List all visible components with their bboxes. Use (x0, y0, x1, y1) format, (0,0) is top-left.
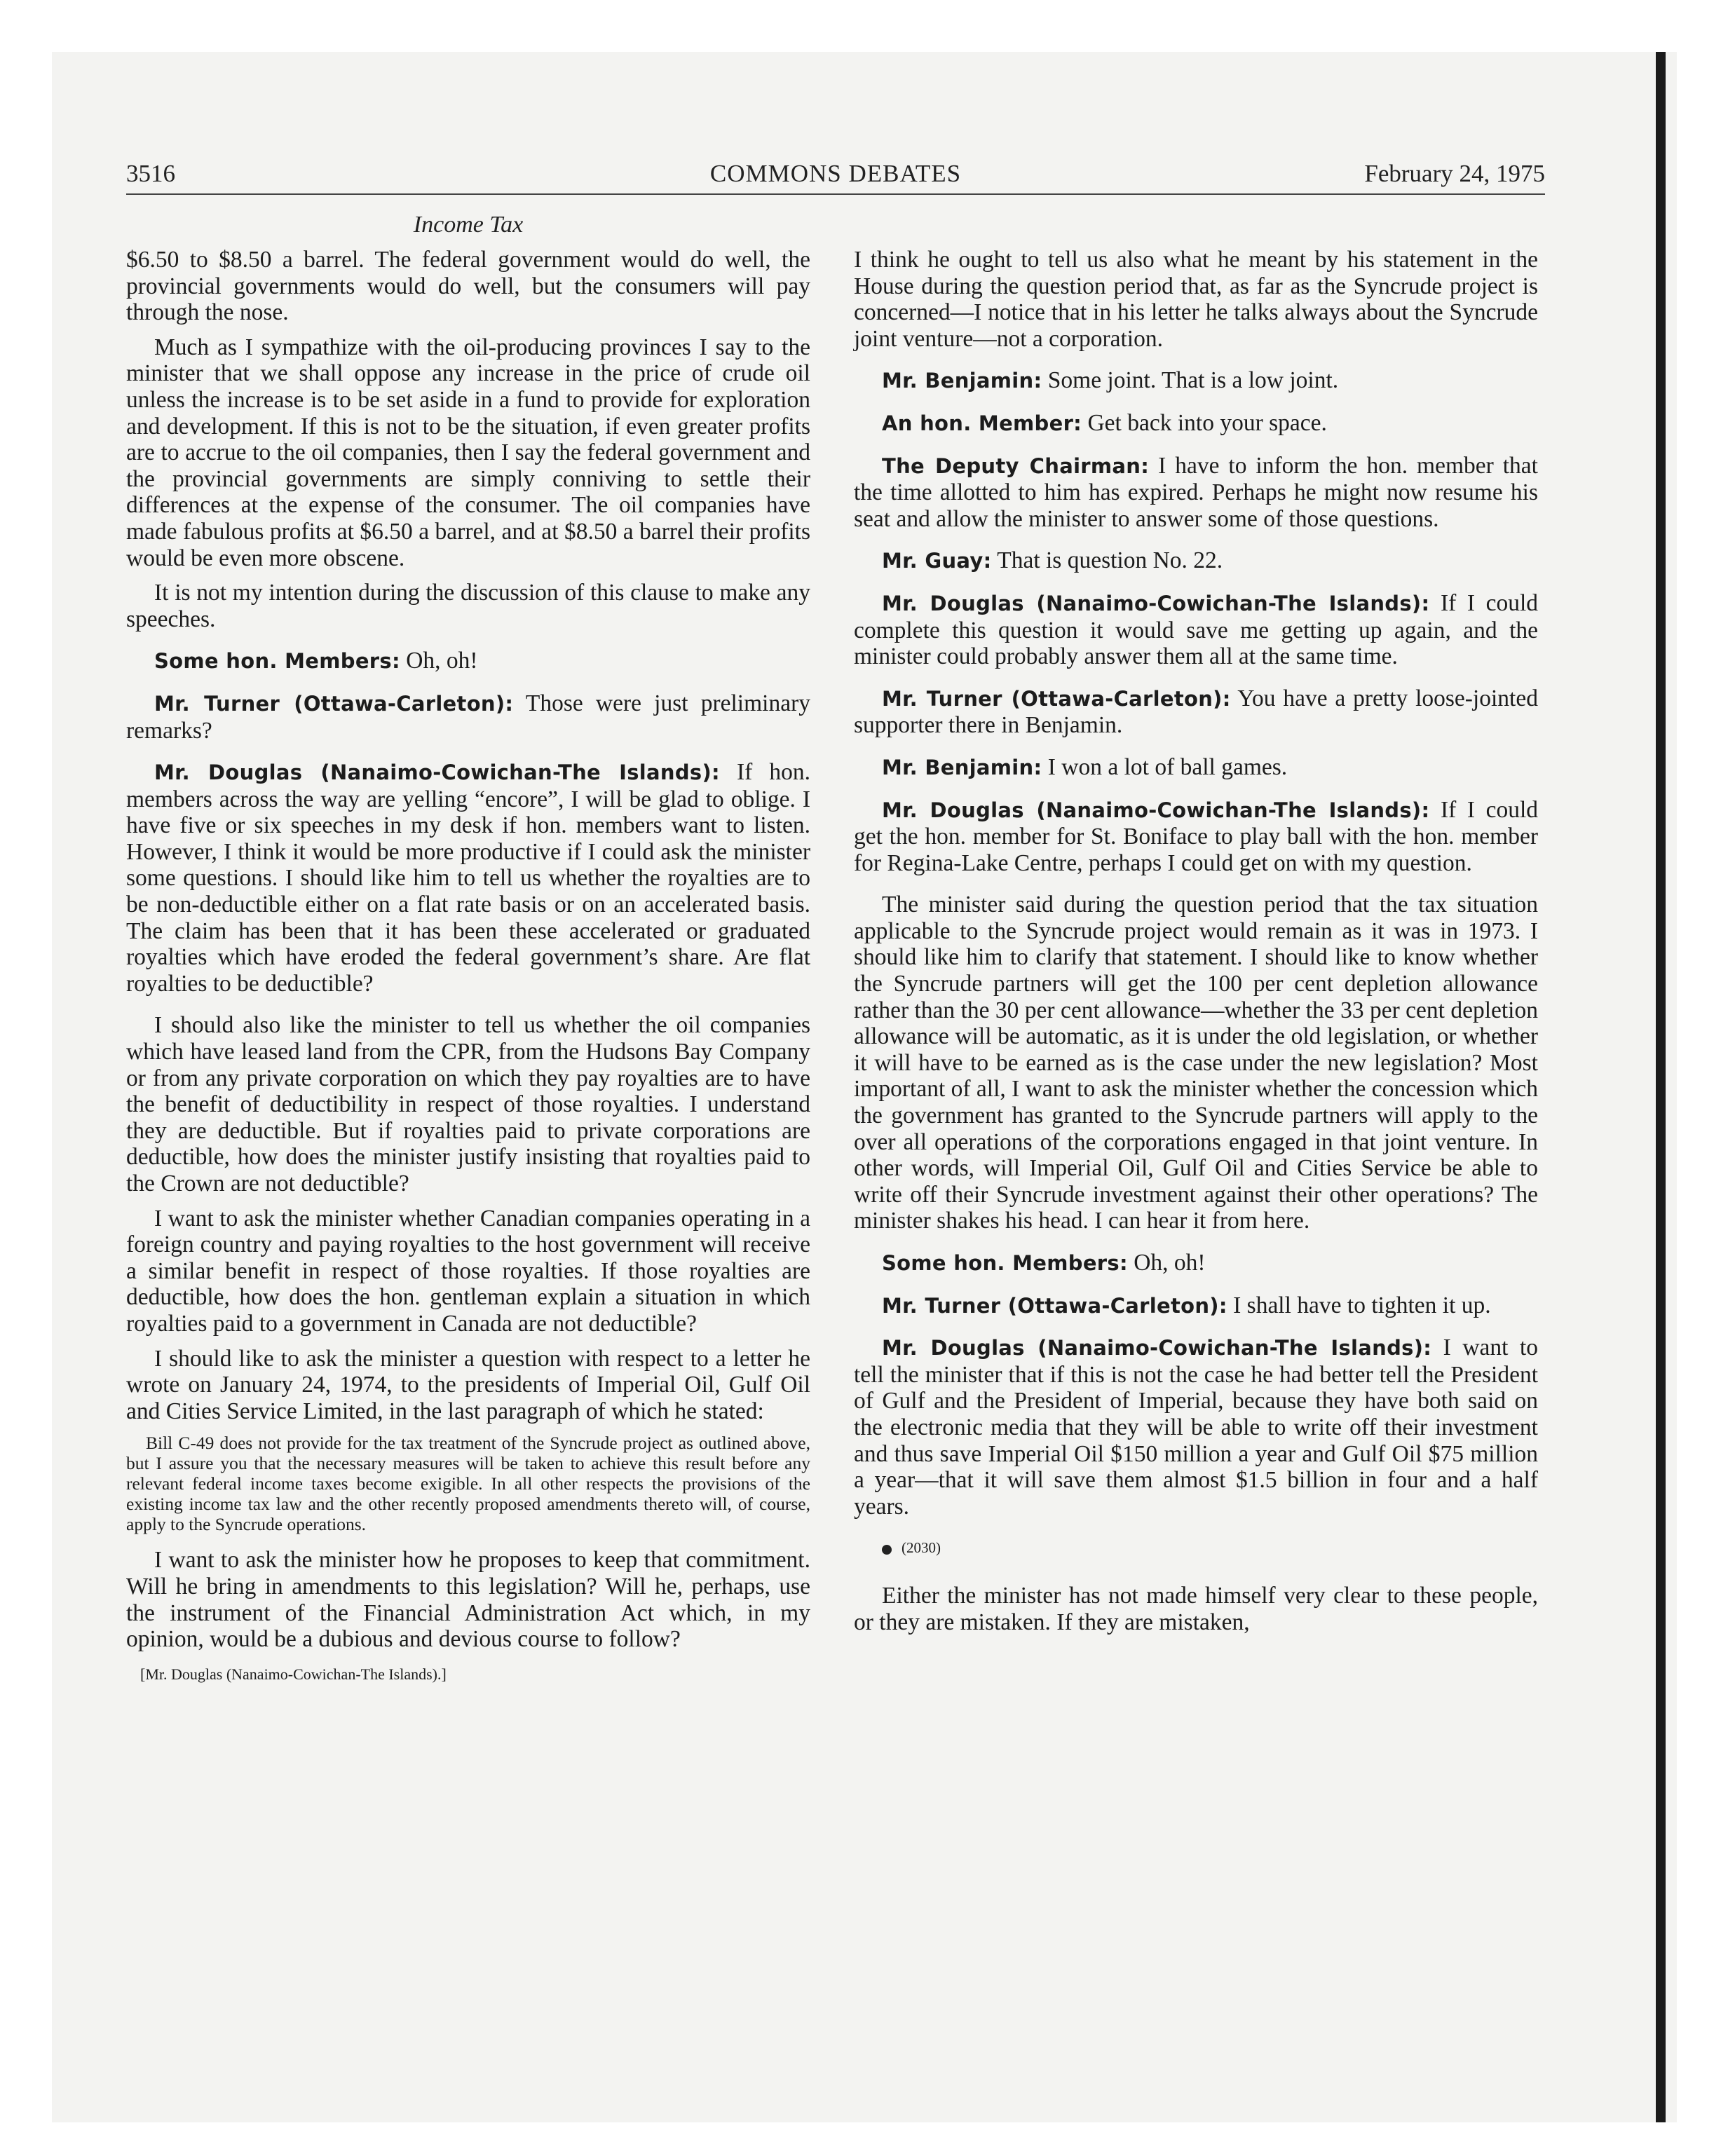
body-paragraph: The minister said during the question period that the tax situation applicable to the Syncrude project would remain as it was in 1973. I should like him to clarify that statement. I should like to know whether the Syncrude partners will get the 100 per cent depletion allowance rather than the 30 per cent allowance—whether the 33 per cent depletion allowance will be automatic, as it is under the old legislation, or whether it will have to be earned as is the case under the new legislation? Most important of all, I want to ask the minister whether the concession which the government has granted to the Syncrude partners will apply to the over all operations of the corporations engaged in that joint venture. In other words, will Imperial Oil, Gulf Oil and Cities Service be able to write off their Syncrude investment against their other operations? The minister shakes his head. I can hear it from here. (854, 892, 1538, 1234)
scan-edge-bar (1656, 52, 1666, 2122)
left-column (126, 247, 810, 1696)
speech-text: Those were just preliminary remarks? (126, 690, 810, 744)
section-title: Income Tax (413, 212, 524, 238)
speech-text: Oh, oh! (400, 648, 478, 674)
speech-paragraph (854, 1250, 1538, 1277)
speaker-name: The Deputy Chairman: (882, 453, 1150, 478)
body-paragraph: I want to ask the minister how he proposes to keep that commitment. Will he bring in amendments to this legislation? Will he, perhaps, use the instrument of the Financial Administration Act which, in my opinion, would be a dubious and devious course to follow? (126, 1547, 810, 1653)
header-rule (126, 193, 1545, 195)
speech-paragraph (854, 547, 1538, 575)
speech-paragraph (854, 367, 1538, 395)
speaker-name: Mr. Guay: (882, 549, 992, 573)
speaker-name: Mr. Benjamin: (882, 755, 1042, 779)
speech-paragraph (126, 648, 810, 675)
speech-text: If I could get the hon. member for St. Boniface to play ball with the hon. member for Regina-Lake Centre, perhaps I could get on with my question. (854, 796, 1538, 876)
bullet-icon (882, 1545, 892, 1555)
body-paragraph: I think he ought to tell us also what he meant by his statement in the House during the question period that, as far as the Syncrude project is concerned—I notice that in his letter he talks always about the Syncrude joint venture—not a corporation. (854, 247, 1538, 352)
body-paragraph: I should like to ask the minister a question with respect to a letter he wrote on January 24, 1974, to the presidents of Imperial Oil, Gulf Oil and Cities Service Limited, in the last paragraph of which he stated: (126, 1345, 810, 1424)
speech-paragraph (854, 1292, 1538, 1320)
publication-title: COMMONS DEBATES (709, 160, 962, 187)
body-paragraph: Either the minister has not made himself very clear to these people, or they are mistaken. If they are mistaken, (854, 1582, 1538, 1635)
speaker-continuation-note: [Mr. Douglas (Nanaimo-Cowichan-The Islands).] (140, 1665, 447, 1683)
speaker-name: Mr. Douglas (Nanaimo-Cowichan-The Islands): (882, 1336, 1432, 1360)
speech-paragraph (126, 759, 810, 997)
speech-paragraph (854, 590, 1538, 670)
page-number: 3516 (126, 160, 175, 187)
speech-paragraph (854, 1335, 1538, 1520)
speech-text: I have to inform the hon. member that the time allotted to him has expired. Perhaps he might now resume his seat and allow the minister to answer some of those questions. (854, 452, 1538, 532)
speaker-name: Mr. Turner (Ottawa-Carleton): (154, 691, 514, 716)
body-paragraph: Much as I sympathize with the oil-producing provinces I say to the minister that we shall oppose any increase in the price of crude oil unless the increase is to be set aside in a fund to provide for exploration and development. If this is not to be the situation, if even greater profits are to accrue to the oil companies, then I say the federal government and the provincial governments are simply conniving to settle their differences at the expense of the consumer. The oil companies have made fabulous profits at $6.50 a barrel, and at $8.50 a barrel their profits would be even more obscene. (126, 334, 810, 571)
speaker-name: An hon. Member: (882, 411, 1082, 435)
speech-paragraph (854, 754, 1538, 782)
body-paragraph: It is not my intention during the discussion of this clause to make any speeches. (126, 580, 810, 632)
speech-paragraph (854, 410, 1538, 437)
speaker-name: Mr. Turner (Ottawa-Carleton): (882, 686, 1231, 711)
speaker-name: Mr. Douglas (Nanaimo-Cowichan-The Islands): (882, 798, 1430, 822)
speech-text: Some joint. That is a low joint. (1042, 367, 1339, 394)
page-date: February 24, 1975 (1364, 160, 1545, 187)
speech-text: I shall have to tighten it up. (1227, 1292, 1491, 1318)
speaker-name: Mr. Turner (Ottawa-Carleton): (882, 1293, 1227, 1318)
time-marker (854, 1535, 1538, 1562)
speech-text: I want to tell the minister that if this is not the case he had better tell the President of Gulf and the President of Imperial, because they have both said on the electronic media that they will be able to write off their investment and thus save Imperial Oil $150 million a year and Gulf Oil $75 million a year—that it will save them almost $1.5 billion in four and a half years. (854, 1335, 1538, 1520)
speech-text: Get back into your space. (1082, 409, 1327, 436)
speech-text: I won a lot of ball games. (1042, 753, 1288, 780)
speech-text: That is question No. 22. (991, 547, 1223, 574)
speech-paragraph (854, 685, 1538, 739)
speech-paragraph (854, 453, 1538, 533)
speech-text: You have a pretty loose-jointed supporter there in Benjamin. (854, 685, 1538, 739)
speaker-name: Mr. Benjamin: (882, 369, 1042, 393)
speaker-name: Mr. Douglas (Nanaimo-Cowichan-The Islands): (882, 591, 1430, 615)
time-marker-text: (2030) (901, 1539, 941, 1557)
body-paragraph: I should also like the minister to tell us whether the oil companies which have leased land from the CPR, from the Hudsons Bay Company or from any private corporation on which they pay royalties are to have the benefit of deductibility in respect of those royalties. I understand they are deductible. But if royalties paid to private corporations are deductible, how does the minister justify insisting that royalties paid to the Crown are not deductible? (126, 1012, 810, 1196)
speaker-name: Mr. Douglas (Nanaimo-Cowichan-The Islands): (154, 760, 720, 785)
speech-text: Oh, oh! (1127, 1250, 1206, 1276)
speaker-name: Some hon. Members: (882, 1251, 1128, 1275)
speech-text: If I could complete this question it would save me getting up again, and the minister could probably answer them all at the same time. (854, 589, 1538, 670)
right-column (854, 247, 1538, 1644)
body-paragraph: $6.50 to $8.50 a barrel. The federal government would do well, the provincial governments would do well, but the consumers will pay through the nose. (126, 247, 810, 326)
speech-paragraph (126, 690, 810, 744)
speech-text: If hon. members across the way are yelling “encore”, I will be glad to oblige. I have five or six speeches in my desk if hon. members want to listen. However, I think it would be more productive if I could ask the minister some questions. I should like him to tell us whether the royalties are to be non-deductible either on a flat rate basis or on an accelerated basis. The claim has been that it has been these accelerated or graduated royalties which have eroded the federal government’s share. Are flat royalties to be deductible? (126, 759, 811, 997)
speaker-name: Some hon. Members: (154, 649, 400, 674)
page-header (126, 160, 1545, 195)
speech-paragraph (854, 797, 1538, 877)
body-paragraph: I want to ask the minister whether Canadian companies operating in a foreign country and paying royalties to the host government will receive a similar benefit in respect of those royalties. If those royalties are deductible, how does the hon. gentleman explain a situation in which royalties paid to a government in Canada are not deductible? (126, 1205, 810, 1337)
letter-quote: Bill C-49 does not provide for the tax treatment of the Syncrude project as outlined above, but I assure you that the necessary measures will be taken to achieve this result before any relevant federal income taxes become exigible. In all other respects the provisions of the existing income tax law and the other recently proposed amendments thereto will, of course, apply to the Syncrude operations. (126, 1433, 810, 1535)
